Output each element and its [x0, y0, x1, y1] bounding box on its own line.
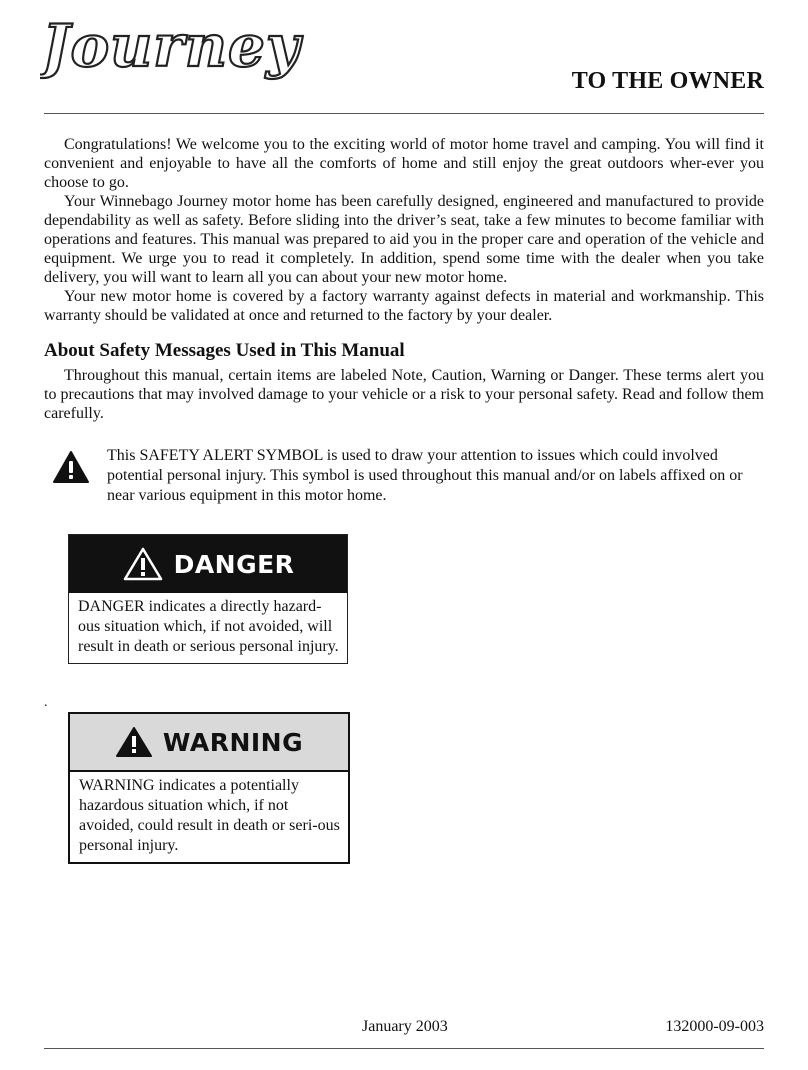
- header-rule: [44, 113, 764, 114]
- warning-label: WARNING: [162, 727, 304, 757]
- warning-triangle-icon: [115, 726, 153, 758]
- footer-date: January 2003: [362, 1018, 448, 1035]
- intro-paragraph: Your new motor home is covered by a factory warranty against defects in material and workmanship. This warranty should be validated at once and returned to the factory by your dealer.: [44, 288, 764, 324]
- safety-heading: About Safety Messages Used in This Manual: [44, 340, 405, 361]
- section-title: TO THE OWNER: [571, 68, 764, 94]
- warning-triangle-icon: [122, 546, 164, 582]
- footer-document-code: 132000-09-003: [665, 1018, 764, 1035]
- safety-intro: [44, 366, 764, 423]
- warning-description: WARNING indicates a potentially hazardous situation which, if not avoided, could result in death or seri-ous personal injury.: [79, 777, 340, 854]
- footer-rule: [44, 1048, 764, 1049]
- intro-paragraph: Congratulations! We welcome you to the exciting world of motor home travel and camping. You will find it convenient and enjoyable to have all the comforts of home and still enjoy the great outdoors wher-ever you choose to go.: [44, 136, 764, 191]
- danger-sign-header: [69, 535, 347, 593]
- danger-label: DANGER: [173, 549, 295, 579]
- warning-sign: [68, 712, 350, 864]
- danger-description: DANGER indicates a directly hazard-ous situation which, if not avoided, will result in death or serious personal injury.: [78, 598, 339, 655]
- logo-text: Journey: [42, 12, 301, 80]
- warning-sign-header: [70, 714, 348, 772]
- intro-text: [44, 135, 764, 325]
- safety-alert-icon: [52, 450, 90, 484]
- stray-dot: .: [44, 695, 48, 710]
- intro-paragraph: Your Winnebago Journey motor home has been carefully designed, engineered and manufactured to provide dependability as well as safety. Before sliding into the driver’s seat, take a few minutes to become familiar with operations and features. This manual was prepared to aid you in the proper care and operation of the vehicle and equipment. We urge you to read it completely. In addition, spend some time with the dealer when you take delivery, you will want to learn all you can about your new motor home.: [44, 193, 764, 286]
- danger-sign: [68, 534, 348, 664]
- safety-alert-description: This SAFETY ALERT SYMBOL is used to draw your attention to issues which could involved potential personal injury. This symbol is used throughout this manual and/or on labels affixed on or near various equipment in this motor home.: [107, 447, 743, 504]
- journey-logo: [40, 6, 310, 96]
- safety-paragraph: Throughout this manual, certain items are labeled Note, Caution, Warning or Danger. These terms alert you to precautions that may involved damage to your vehicle or a risk to your personal safety. Read and follow them carefully.: [44, 367, 764, 422]
